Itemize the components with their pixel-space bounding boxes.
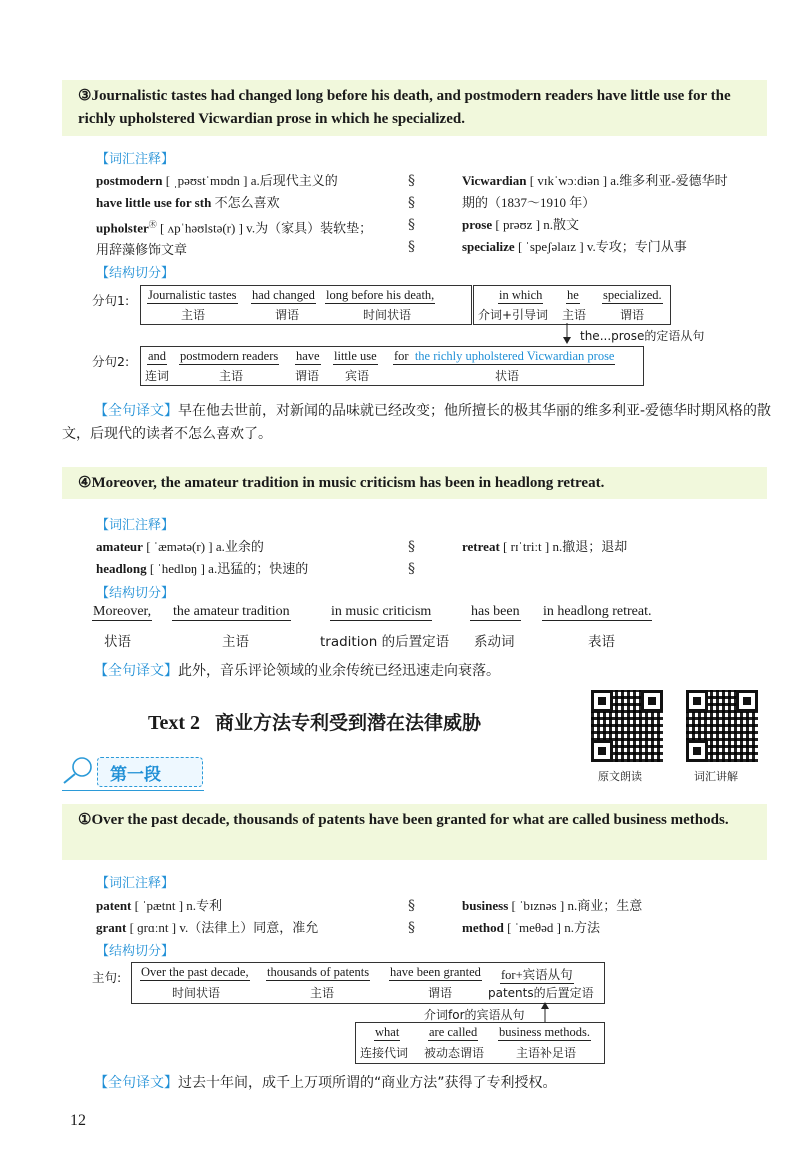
magnifier-icon: [58, 755, 98, 785]
clause-role: 表语: [588, 634, 615, 650]
clause1-note: the...prose的定语从句: [580, 329, 705, 343]
qr-code-reading[interactable]: [591, 690, 663, 762]
divider: [62, 790, 204, 791]
struct-label: 【结构切分】: [96, 586, 175, 601]
clause-part: Moreover,: [93, 604, 152, 619]
struct-label: 【结构切分】: [96, 266, 175, 281]
vocab-left: amateur [ ˈæmətə(r) ] a.业余的 headlong [ ˈhedlɒŋ ] a.迅猛的；快速的: [96, 539, 309, 576]
vocab-divider: § §: [408, 539, 415, 577]
clause-role: 主语: [181, 308, 206, 322]
sentence-3: [78, 85, 758, 131]
qr2-label: 词汇讲解: [694, 770, 738, 783]
clause-role: 状语: [495, 369, 520, 383]
vocab-left: patent [ ˈpætnt ] n.专利 grant [ ɡrɑːnt ] v.（法律上）同意，准允: [96, 898, 319, 935]
sentence-text: Journalistic tastes had changed long before his death, and postmodern readers have little use for the richly upholstered Vicwardian prose in which he specialized.: [78, 88, 731, 127]
qr-code-vocab[interactable]: [686, 690, 758, 762]
clause-part: postmodern readers: [180, 349, 279, 363]
sub-clause-box: [355, 1022, 605, 1064]
clause1-label: 分句1:: [92, 293, 130, 308]
struct-4: [92, 604, 732, 654]
clause-role: 被动态谓语: [424, 1046, 485, 1060]
clause-part: the amateur tradition: [173, 604, 290, 619]
translation-1: 【全句译文】过去十年间，成千上万项所谓的“商业方法”获得了专利授权。: [94, 1075, 557, 1091]
struct-label: 【结构切分】: [96, 944, 175, 959]
clause1b-box: [473, 285, 671, 325]
clause-role: 连词: [145, 369, 170, 383]
clause-part: in music criticism: [331, 604, 432, 619]
clause-role: 主语: [219, 369, 244, 383]
clause-role: patents的后置定语: [488, 986, 594, 1000]
clause-role: 介词+引导词: [478, 308, 549, 322]
vocab-label: 【词汇注释】: [96, 152, 175, 167]
vocab-label: 【词汇注释】: [96, 876, 175, 891]
vocab-divider: § § § §: [408, 173, 415, 255]
clause-role: 谓语: [275, 308, 300, 322]
clause-part: long before his death,: [326, 288, 435, 302]
clause-role: 时间状语: [363, 308, 412, 322]
clause-role: 谓语: [620, 308, 645, 322]
sentence-number: ③: [78, 88, 92, 104]
page-number: 12: [70, 1112, 86, 1129]
clause1-box: [140, 285, 472, 325]
arrow-up-icon: [540, 1002, 550, 1022]
clause-role: 系动词: [474, 634, 515, 650]
clause-part: thousands of patents: [267, 965, 370, 979]
sub-note: 介词for的宾语从句: [424, 1008, 525, 1022]
vocab-right: business [ ˈbɪznəs ] n.商业；生意 method [ ˈmeθəd ] n.方法: [462, 898, 643, 935]
text2-title: Text 2 商业方法专利受到潜在法律威胁: [148, 712, 482, 734]
clause-part: specialized.: [603, 288, 662, 302]
main-label: 主句:: [92, 970, 122, 985]
main-clause-box: [131, 962, 605, 1004]
clause-part: in which: [499, 288, 543, 302]
clause2-box: [140, 346, 644, 386]
clause-role: tradition 的后置定语: [320, 634, 450, 650]
clause-part: what: [375, 1025, 400, 1039]
clause-part: Over the past decade,: [141, 965, 249, 979]
vocab-label: 【词汇注释】: [96, 518, 175, 533]
clause-part: he: [567, 288, 579, 302]
qr1-label: 原文朗读: [598, 770, 642, 783]
clause-role: 主语: [222, 634, 249, 650]
clause-part: had changed: [252, 288, 315, 302]
clause-part: have been granted: [390, 965, 481, 979]
sentence-4: ④Moreover, the amateur tradition in music criticism has been in headlong retreat.: [78, 475, 605, 491]
clause-part: business methods.: [499, 1025, 590, 1039]
clause-part: in headlong retreat.: [543, 604, 652, 619]
arrow-icon: [562, 323, 572, 345]
clause-role: 宾语: [345, 369, 370, 383]
clause-role: 时间状语: [172, 986, 221, 1000]
clause-role: 谓语: [428, 986, 453, 1000]
clause-part: and: [148, 349, 167, 363]
clause-role: 连接代词: [360, 1046, 409, 1060]
clause-role: 状语: [104, 634, 131, 650]
clause-part: have: [296, 349, 320, 363]
translation-4: 【全句译文】此外，音乐评论领域的业余传统已经迅速走向衰落。: [94, 663, 500, 679]
clause-part: for+宾语从句: [500, 965, 574, 984]
paragraph-label: 第一段: [110, 765, 161, 785]
clause-part: has been: [471, 604, 520, 619]
clause-part: are called: [429, 1025, 478, 1039]
clause-part: little use: [334, 349, 377, 363]
clause2-label: 分句2:: [92, 354, 130, 369]
vocab-right: retreat [ rɪˈtriːt ] n.撤退；退却: [462, 539, 628, 554]
translation-3: 【全句译文】早在他去世前，对新闻的品味就已经改变；他所擅长的极其华丽的维多利亚-爱德华时期风格的散文，后现代的读者不怎么喜欢了。: [62, 403, 772, 442]
sentence-1: ①Over the past decade, thousands of patents have been granted for what are called business methods.: [78, 812, 729, 828]
vocab-divider: § §: [408, 898, 415, 936]
clause-role: 主语: [310, 986, 335, 1000]
clause-role: 谓语: [295, 369, 320, 383]
vocab-right: Vicwardian [ vɪkˈwɔːdiən ] a.维多利亚-爱德华时 期的（1837～1910 年） prose [ prəʊz ] n.散文 specialize [ ˈspeʃəlaɪz ] v.专攻；专门从事: [462, 173, 728, 254]
clause-role: 主语: [562, 308, 587, 322]
clause-part: for the richly upholstered Vicwardian prose: [394, 349, 615, 363]
clause-part: Journalistic tastes: [148, 288, 237, 302]
clause-role: 主语补足语: [516, 1046, 577, 1060]
vocab-left: postmodern [ ˌpəʊstˈmɒdn ] a.后现代主义的 have little use for sth 不怎么喜欢 upholster㊍ [ ʌpˈhəʊlstə(r) ] v.为（家具）装软垫； 用辞藻修饰文章: [96, 173, 373, 258]
